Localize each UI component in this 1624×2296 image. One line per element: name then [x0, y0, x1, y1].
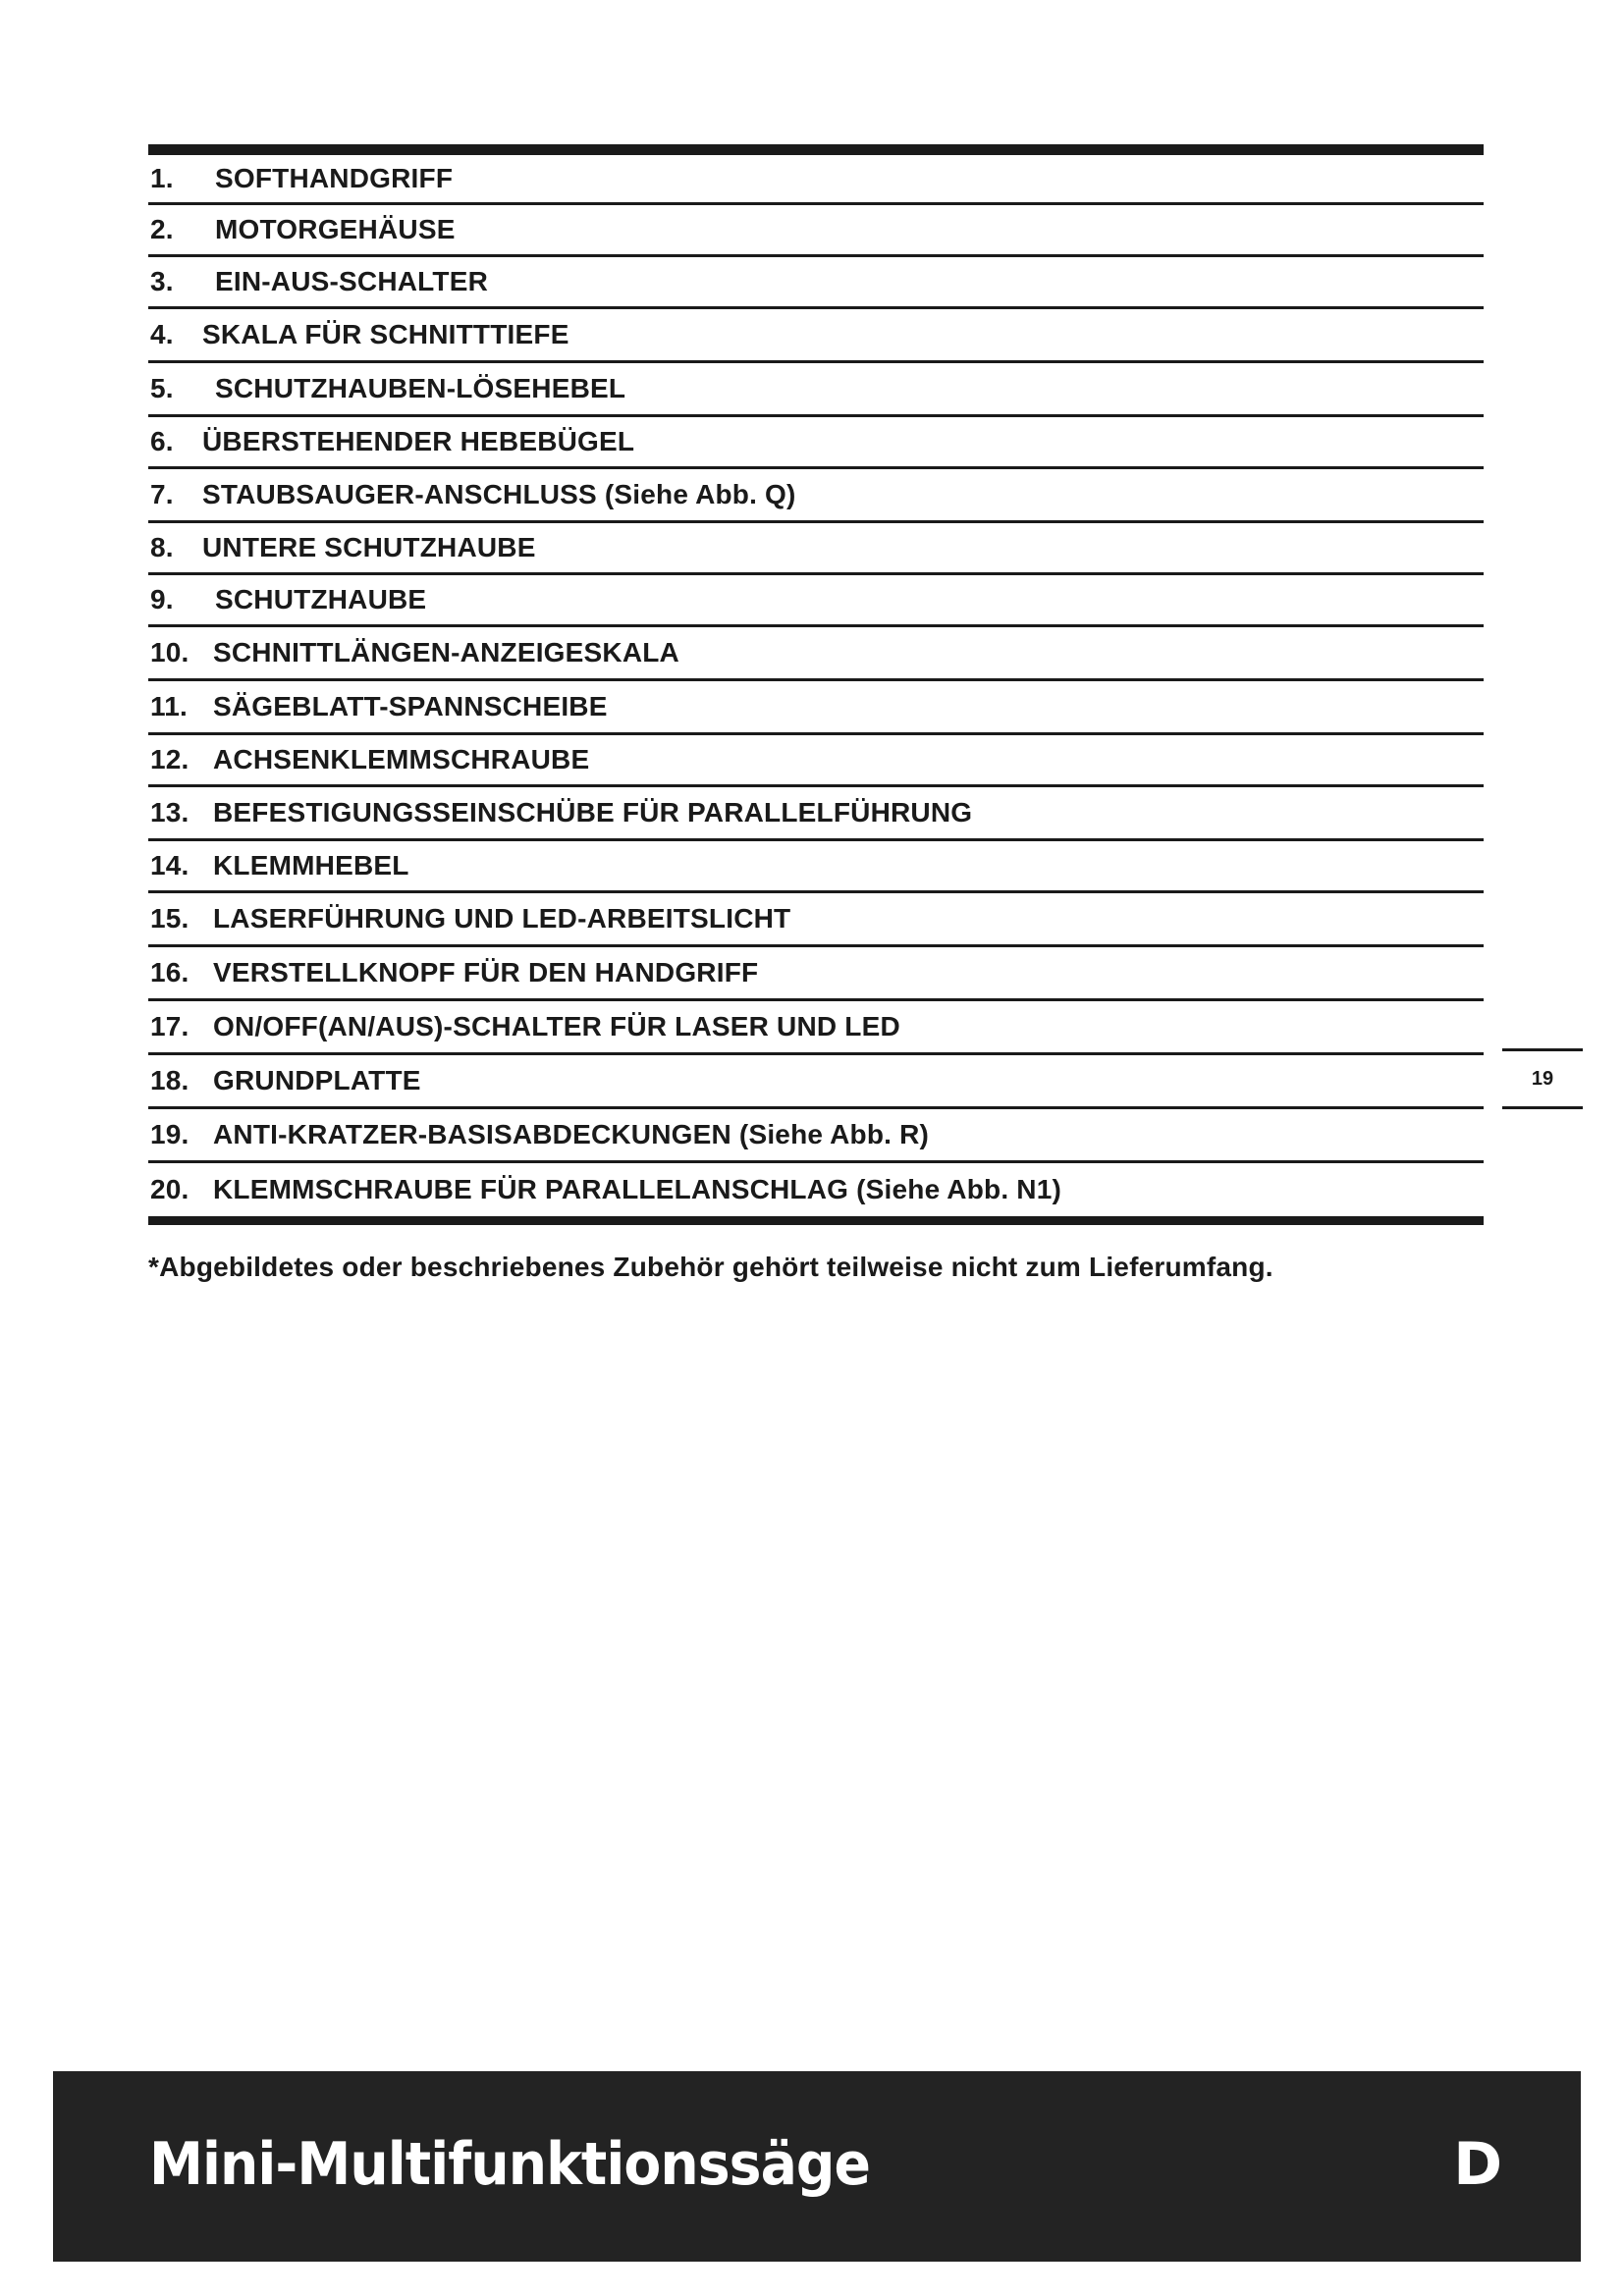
part-number: 16. — [150, 957, 189, 988]
figure-reference: (Siehe Abb. Q) — [604, 479, 796, 509]
part-label: ANTI-KRATZER-BASISABDECKUNGEN — [213, 1119, 731, 1149]
part-label: SCHNITTLÄNGEN-ANZEIGESKALA — [213, 637, 679, 667]
part-row-16 — [148, 947, 1484, 1001]
part-label: ÜBERSTEHENDER HEBEBÜGEL — [202, 426, 635, 456]
figure-reference: (Siehe Abb. N1) — [856, 1174, 1061, 1204]
part-label: ACHSENKLEMMSCHRAUBE — [213, 744, 590, 774]
part-number: 19. — [150, 1119, 189, 1149]
part-row-6 — [148, 417, 1484, 469]
parts-list — [148, 144, 1484, 1225]
part-row-19 — [148, 1109, 1484, 1163]
accessory-footnote: *Abgebildetes oder beschriebenes Zubehör gehört teilweise nicht zum Lieferumfang. — [148, 1252, 1273, 1282]
part-row-3 — [148, 257, 1484, 309]
part-label: SCHUTZHAUBEN-LÖSEHEBEL — [215, 373, 626, 403]
part-row-5 — [148, 363, 1484, 417]
part-number: 2. — [150, 214, 174, 244]
language-code: D — [1453, 2130, 1502, 2199]
part-number: 10. — [150, 637, 189, 667]
part-label: SOFTHANDGRIFF — [215, 163, 454, 193]
part-label: VERSTELLKNOPF FÜR DEN HANDGRIFF — [213, 957, 759, 988]
part-number: 4. — [150, 319, 174, 349]
part-row-13 — [148, 787, 1484, 841]
part-label: SCHUTZHAUBE — [215, 584, 427, 614]
part-label: GRUNDPLATTE — [213, 1065, 421, 1095]
part-row-15 — [148, 893, 1484, 947]
part-label: STAUBSAUGER-ANSCHLUSS — [202, 479, 597, 509]
part-row-11 — [148, 681, 1484, 735]
part-label: SKALA FÜR SCHNITTTIEFE — [202, 319, 569, 349]
part-number: 5. — [150, 373, 174, 403]
part-number: 20. — [150, 1174, 189, 1204]
part-label: BEFESTIGUNGSSEINSCHÜBE FÜR PARALLELFÜHRUNG — [213, 797, 973, 828]
part-row-14 — [148, 841, 1484, 893]
part-number: 6. — [150, 426, 174, 456]
part-row-8 — [148, 523, 1484, 575]
part-number: 14. — [150, 850, 189, 881]
part-number: 15. — [150, 903, 189, 934]
part-row-18 — [148, 1055, 1484, 1109]
part-number: 1. — [150, 163, 174, 193]
part-row-7 — [148, 469, 1484, 523]
part-label: LASERFÜHRUNG UND LED-ARBEITSLICHT — [213, 903, 791, 934]
part-label: EIN-AUS-SCHALTER — [215, 266, 489, 296]
part-number: 3. — [150, 266, 174, 296]
part-row-10 — [148, 627, 1484, 681]
part-label: KLEMMSCHRAUBE FÜR PARALLELANSCHLAG — [213, 1174, 849, 1204]
part-row-9 — [148, 575, 1484, 627]
part-number: 7. — [150, 479, 174, 509]
part-number: 12. — [150, 744, 189, 774]
part-number: 18. — [150, 1065, 189, 1095]
part-label: SÄGEBLATT-SPANNSCHEIBE — [213, 691, 608, 721]
part-label: MOTORGEHÄUSE — [215, 214, 456, 244]
part-row-12 — [148, 735, 1484, 787]
part-label: UNTERE SCHUTZHAUBE — [202, 532, 536, 562]
part-row-1 — [148, 155, 1484, 205]
part-number: 17. — [150, 1011, 189, 1041]
part-row-4 — [148, 309, 1484, 363]
part-number: 9. — [150, 584, 174, 614]
part-label: ON/OFF(AN/AUS)-SCHALTER FÜR LASER UND LED — [213, 1011, 900, 1041]
part-row-2 — [148, 205, 1484, 257]
part-number: 13. — [150, 797, 189, 828]
part-number: 11. — [150, 691, 188, 721]
product-title: Mini-Multifunktionssäge — [149, 2130, 871, 2199]
part-row-20 — [148, 1163, 1484, 1216]
part-label: KLEMMHEBEL — [213, 850, 409, 881]
part-number: 8. — [150, 532, 174, 562]
page-number: 19 — [1502, 1048, 1583, 1109]
figure-reference: (Siehe Abb. R) — [738, 1119, 930, 1149]
part-row-17 — [148, 1001, 1484, 1055]
footer-bar — [53, 2071, 1581, 2262]
